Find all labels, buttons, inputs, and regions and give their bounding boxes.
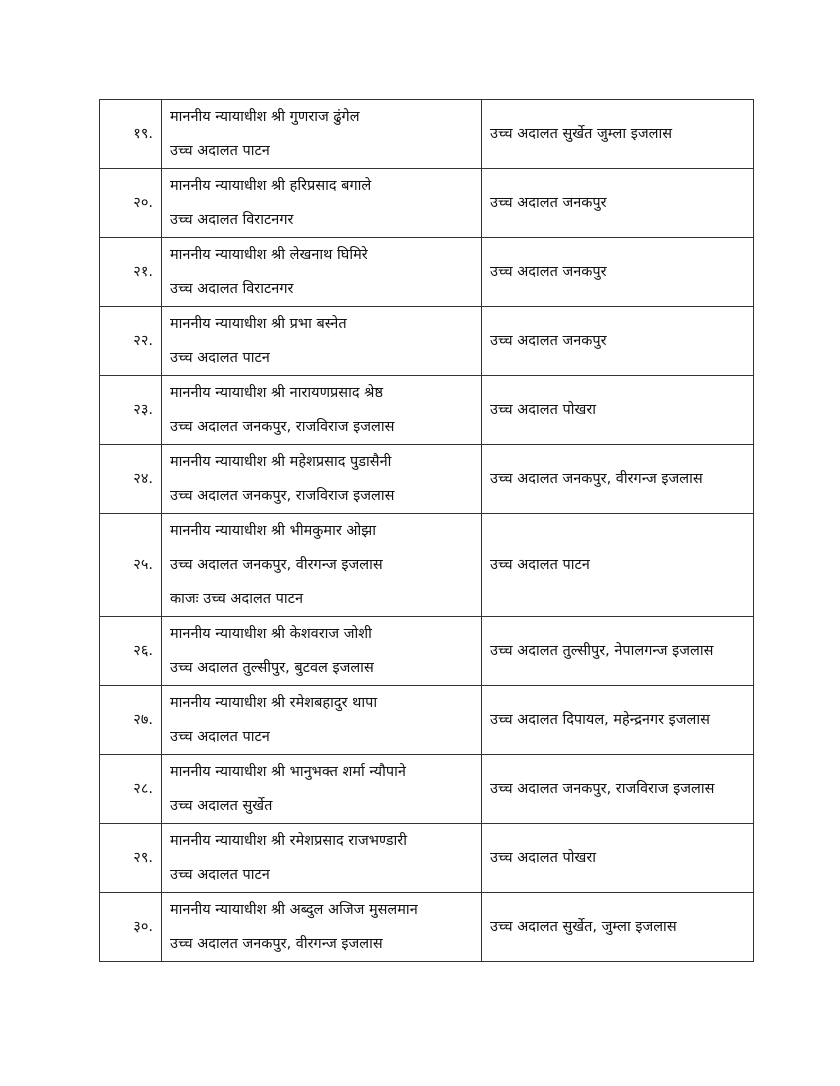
table-row (100, 893, 754, 962)
serial-number-cell: २५. (100, 514, 162, 617)
acting-court: काजः उच्च अदालत पाटन (170, 591, 304, 607)
judge-details-cell (162, 100, 482, 169)
current-court: उच्च अदालत पाटन (170, 867, 270, 883)
judge-details-cell (162, 445, 482, 514)
destination-court-cell: उच्च अदालत सुर्खेत, जुम्ला इजलास (482, 893, 754, 962)
judge-name: माननीय न्यायाधीश श्री रमेशबहादुर थापा (170, 695, 378, 711)
destination-court-cell: उच्च अदालत पोखरा (482, 824, 754, 893)
judge-name: माननीय न्यायाधीश श्री हरिप्रसाद बगाले (170, 178, 372, 194)
destination-court-cell: उच्च अदालत जनकपुर (482, 307, 754, 376)
judge-transfer-table (99, 99, 754, 962)
table-row (100, 100, 754, 169)
table-row (100, 824, 754, 893)
judge-name: माननीय न्यायाधीश श्री भीमकुमार ओझा (170, 523, 376, 539)
current-court: उच्च अदालत पाटन (170, 143, 270, 159)
judge-name: माननीय न्यायाधीश श्री गुणराज ढुंगेल (170, 109, 360, 125)
serial-number-cell: २०. (100, 169, 162, 238)
current-court: उच्च अदालत पाटन (170, 729, 270, 745)
table-row (100, 238, 754, 307)
serial-number-cell: ३०. (100, 893, 162, 962)
table-row (100, 514, 754, 617)
table-row (100, 169, 754, 238)
judge-name: माननीय न्यायाधीश श्री महेशप्रसाद पुडासैनी (170, 454, 392, 470)
current-court: उच्च अदालत जनकपुर, वीरगन्ज इजलास (170, 557, 383, 573)
serial-number-cell: २१. (100, 238, 162, 307)
serial-number-cell: २७. (100, 686, 162, 755)
destination-court-cell: उच्च अदालत तुल्सीपुर, नेपालगन्ज इजलास (482, 617, 754, 686)
table-row (100, 755, 754, 824)
serial-number-cell: २२. (100, 307, 162, 376)
judge-details-cell (162, 169, 482, 238)
serial-number-cell: २८. (100, 755, 162, 824)
destination-court-cell: उच्च अदालत जनकपुर (482, 238, 754, 307)
table-row (100, 445, 754, 514)
destination-court-cell: उच्च अदालत पाटन (482, 514, 754, 617)
current-court: उच्च अदालत जनकपुर, राजविराज इजलास (170, 419, 395, 435)
serial-number-cell: २४. (100, 445, 162, 514)
judge-details-cell (162, 824, 482, 893)
current-court: उच्च अदालत जनकपुर, वीरगन्ज इजलास (170, 936, 383, 952)
judge-name: माननीय न्यायाधीश श्री केशवराज जोशी (170, 626, 372, 642)
serial-number-cell: १९. (100, 100, 162, 169)
current-court: उच्च अदालत विराटनगर (170, 212, 294, 228)
destination-court-cell: उच्च अदालत पोखरा (482, 376, 754, 445)
judge-details-cell (162, 307, 482, 376)
judge-name: माननीय न्यायाधीश श्री रमेशप्रसाद राजभण्डारी (170, 833, 407, 849)
judge-details-cell (162, 514, 482, 617)
current-court: उच्च अदालत पाटन (170, 350, 270, 366)
judge-details-cell (162, 686, 482, 755)
table-row (100, 686, 754, 755)
current-court: उच्च अदालत विराटनगर (170, 281, 294, 297)
judge-name: माननीय न्यायाधीश श्री प्रभा बस्नेत (170, 316, 347, 332)
destination-court-cell: उच्च अदालत जनकपुर (482, 169, 754, 238)
current-court: उच्च अदालत जनकपुर, राजविराज इजलास (170, 488, 395, 504)
judge-details-cell (162, 376, 482, 445)
judge-details-cell (162, 755, 482, 824)
destination-court-cell: उच्च अदालत सुर्खेत जुम्ला इजलास (482, 100, 754, 169)
judge-name: माननीय न्यायाधीश श्री नारायणप्रसाद श्रेष्ठ (170, 385, 383, 401)
current-court: उच्च अदालत सुर्खेत (170, 798, 273, 814)
table-row (100, 376, 754, 445)
serial-number-cell: २३. (100, 376, 162, 445)
serial-number-cell: २९. (100, 824, 162, 893)
judge-name: माननीय न्यायाधीश श्री भानुभक्त शर्मा न्यौपाने (170, 764, 406, 780)
destination-court-cell: उच्च अदालत जनकपुर, राजविराज इजलास (482, 755, 754, 824)
current-court: उच्च अदालत तुल्सीपुर, बुटवल इजलास (170, 660, 374, 676)
judge-details-cell (162, 238, 482, 307)
destination-court-cell: उच्च अदालत दिपायल, महेन्द्रनगर इजलास (482, 686, 754, 755)
serial-number-cell: २६. (100, 617, 162, 686)
destination-court-cell: उच्च अदालत जनकपुर, वीरगन्ज इजलास (482, 445, 754, 514)
table-row (100, 617, 754, 686)
judge-name: माननीय न्यायाधीश श्री अब्दुल अजिज मुसलमान (170, 902, 418, 918)
table-body (100, 100, 754, 962)
judge-name: माननीय न्यायाधीश श्री लेखनाथ घिमिरे (170, 247, 368, 263)
judge-details-cell (162, 893, 482, 962)
judge-details-cell (162, 617, 482, 686)
table-row (100, 307, 754, 376)
